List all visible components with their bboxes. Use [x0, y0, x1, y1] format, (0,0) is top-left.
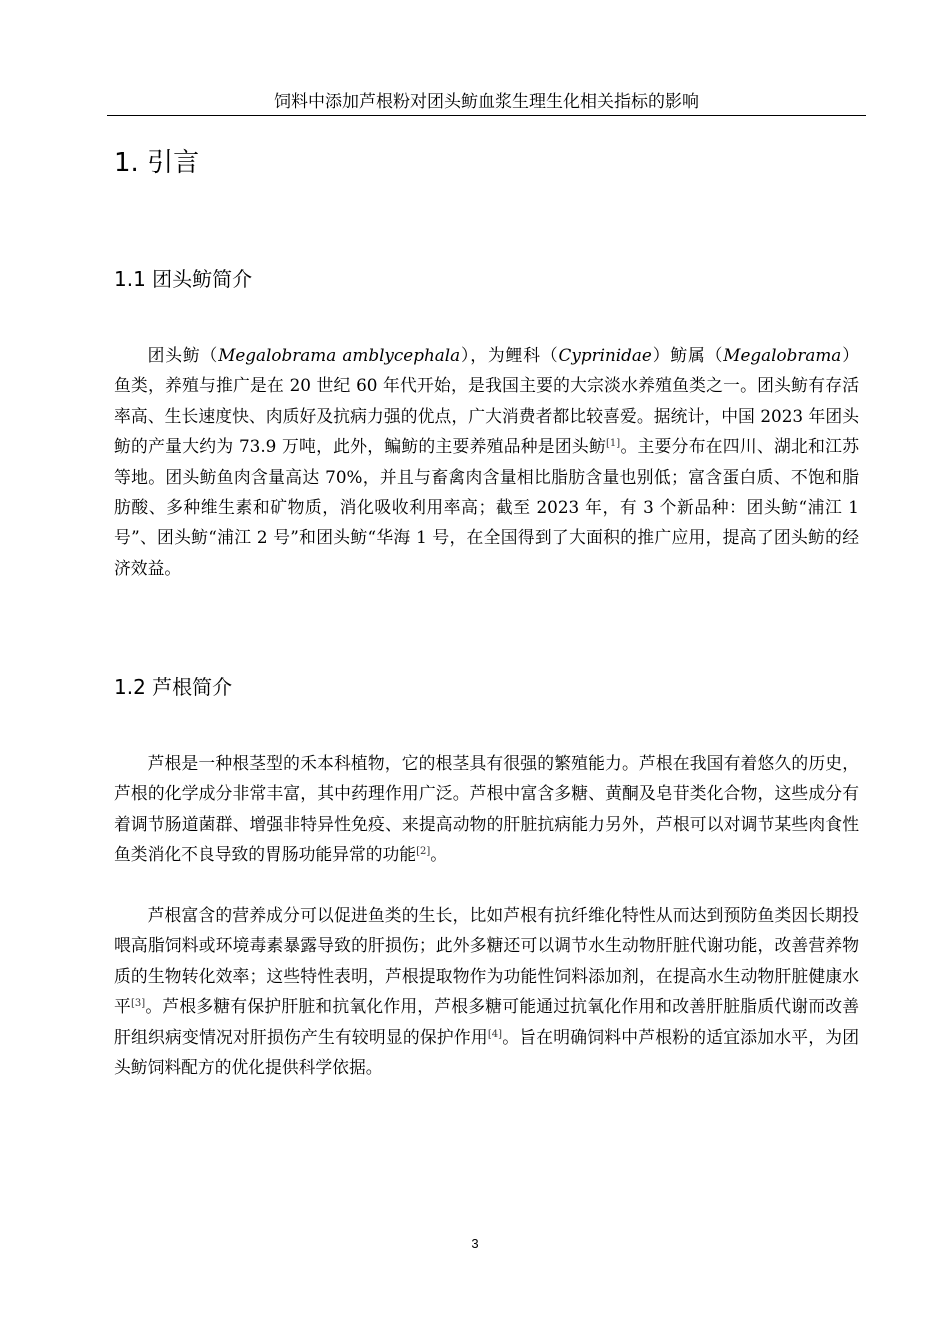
text-run: 。主要分布在四川、湖北和江苏等地。团头鲂鱼肉含量高达 70%，并且与畜禽肉含量相比脂肪含量也别低；富含蛋白质、不饱和脂肪酸、多种维生素和矿物质，消化吸收利用率高；截至 2023 年，有 3 个新品种：团头鲂“浦江 1 号”、团头鲂“浦江 2 号”和团头鲂“华海 1 号，在全国得到了大面积的推广应用，提高了团头鲂的经济效益。: [114, 436, 859, 578]
text-run: 芦根富含的营养成分可以促进鱼类的生长，比如芦根有抗纤维化特性从而达到预防鱼类因长期投喂高脂饲料或环境毒素暴露导致的肝损伤；此外多糖还可以调节水生动物肝脏代谢功能，改善营养物质的生物转化效率；这些特性表明，芦根提取物作为功能性饲料添加剂，在提高水生动物肝脏健康水平: [114, 905, 859, 1017]
text-run: ）鲂属（: [651, 345, 724, 365]
text-run: 。旨在明确饲料中芦根粉的适宜添加水平，为团头鲂饲料配方的优化提供科学依据。: [114, 1026, 859, 1078]
text-run: 。芦根多糖有保护肝脏和抗氧化作用，芦根多糖可能通过抗氧化作用和改善肝脏脂质代谢而改善肝组织病变情况对肝损伤产生有较明显的保护作用: [114, 996, 859, 1047]
subsection-heading-bream: 1.1 团头鲂简介: [114, 267, 253, 291]
paragraph-reed-root-intro: [114, 748, 859, 870]
text-run: ），为鲤科（: [460, 345, 559, 365]
paragraph-reed-root-benefits: [114, 900, 859, 1082]
section-heading-introduction: 1. 引言: [114, 148, 200, 178]
citation-ref-3: [3]: [131, 998, 146, 1010]
scientific-name: Megalobrama amblycephala: [218, 345, 461, 365]
running-header: 饲料中添加芦根粉对团头鲂血浆生理生化相关指标的影响: [274, 92, 699, 112]
subsection-heading-reed-root: 1.2 芦根简介: [114, 675, 233, 699]
scientific-name: Megalobrama: [723, 345, 842, 365]
text-run: 芦根是一种根茎型的禾本科植物，它的根茎具有很强的繁殖能力。芦根在我国有着悠久的历史，芦根的化学成分非常丰富，其中药理作用广泛。芦根中富含多糖、黄酮及皂苷类化合物，这些成分有着调节肠道菌群、增强非特异性免疫、来提高动物的肝脏抗病能力另外，芦根可以对调节某些肉食性鱼类消化不良导致的胃肠功能异常的功能: [114, 753, 859, 865]
scientific-name: Cyprinidae: [558, 345, 652, 365]
citation-ref-2: [2]: [416, 846, 431, 858]
paragraph-bream-intro: [114, 340, 859, 583]
header-rule: [107, 115, 866, 116]
citation-ref-1: [1]: [606, 438, 621, 450]
text-run: 团头鲂（: [147, 345, 219, 365]
text-run: 。: [430, 844, 448, 865]
citation-ref-4: [4]: [487, 1028, 503, 1040]
page-number: 3: [471, 1236, 479, 1251]
text-run: ）鱼类，养殖与推广是在 20 世纪 60 年代开始，是我国主要的大宗淡水养殖鱼类之一。团头鲂有存活率高、生长速度快、肉质好及抗病力强的优点，广大消费者都比较喜爱。据统计，中国 2023 年团头鲂的产量大约为 73.9 万吨，此外，鳊鲂的主要养殖品种是团头鲂: [114, 345, 859, 457]
